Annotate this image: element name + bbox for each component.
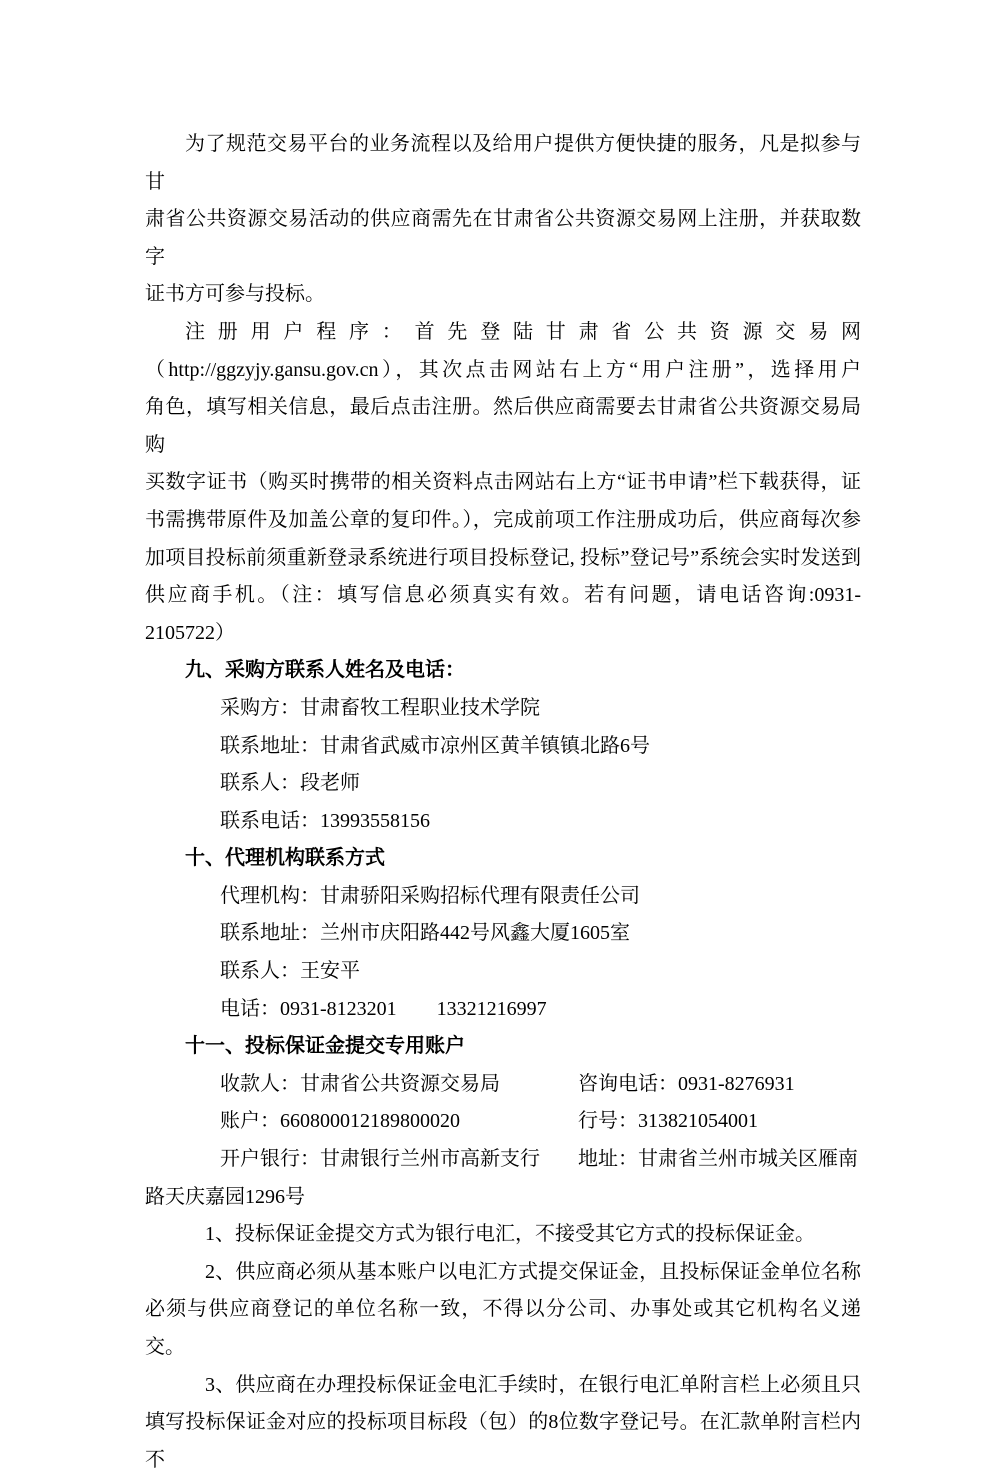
contact-row-agency-name: 代理机构：甘肃骄阳采购招标代理有限责任公司 bbox=[220, 884, 640, 907]
paragraph-line: 供应商手机。（注：填写信息必须真实有效。若有问题，请电话咨询:0931-2105722） bbox=[145, 584, 861, 644]
deposit-item-line: 3、供应商在办理投标保证金电汇手续时，在银行电汇单附言栏上必须且只 bbox=[205, 1373, 861, 1396]
contact-row-agency-person: 联系人：王安平 bbox=[220, 960, 360, 983]
deposit-row-bank bbox=[145, 1141, 861, 1179]
paragraph-line: 买数字证书（购买时携带的相关资料点击网站右上方“证书申请”栏下载获得，证 bbox=[145, 471, 861, 494]
paragraph-line: 角色，填写相关信息，最后点击注册。然后供应商需要去甘肃省公共资源交易局购 bbox=[145, 396, 861, 456]
deposit-item-line: 2、供应商必须从基本账户以电汇方式提交保证金，且投标保证金单位名称 bbox=[205, 1260, 861, 1283]
section-purchaser-contact bbox=[145, 652, 861, 840]
contact-row-purchaser-name: 采购方：甘肃畜牧工程职业技术学院 bbox=[220, 696, 540, 719]
deposit-item-line: 必须与供应商登记的单位名称一致，不得以分公司、办事处或其它机构名义递交。 bbox=[145, 1298, 861, 1358]
deposit-inquiry-phone: 咨询电话：0931-8276931 bbox=[578, 1072, 795, 1095]
paragraph-line: 书需携带原件及加盖公章的复印件。），完成前项工作注册成功后，供应商每次参 bbox=[145, 508, 861, 531]
deposit-address-continuation: 路天庆嘉园1296号 bbox=[145, 1185, 305, 1208]
deposit-item-line: 填写投标保证金对应的投标项目标段（包）的8位数字登记号。在汇款单附言栏内不 bbox=[145, 1411, 861, 1471]
deposit-row-payee bbox=[145, 1066, 861, 1104]
deposit-account-number: 账户：660800012189800020 bbox=[220, 1110, 460, 1133]
contact-row-agency-address: 联系地址：兰州市庆阳路442号风鑫大厦1605室 bbox=[220, 922, 630, 945]
contact-row-purchaser-person: 联系人：段老师 bbox=[220, 772, 360, 795]
section-agency-contact bbox=[145, 840, 861, 1028]
deposit-item-1 bbox=[145, 1216, 861, 1254]
deposit-item-2 bbox=[145, 1254, 861, 1367]
deposit-row-account bbox=[145, 1103, 861, 1141]
paragraph-platform-intro bbox=[145, 126, 861, 314]
paragraph-line: （http://ggzyjy.gansu.gov.cn），其次点击网站右上方“用户注册”，选择用户 bbox=[145, 358, 861, 381]
deposit-item-line: 1、投标保证金提交方式为银行电汇，不接受其它方式的投标保证金。 bbox=[205, 1223, 815, 1246]
paragraph-line: 肃省公共资源交易活动的供应商需先在甘肃省公共资源交易网上注册，并获取数字 bbox=[145, 208, 861, 268]
deposit-payee: 收款人：甘肃省公共资源交易局 bbox=[220, 1072, 500, 1095]
paragraph-line: 加项目投标前须重新登录系统进行项目投标登记, 投标”登记号”系统会实时发送到 bbox=[145, 546, 861, 569]
deposit-item-3 bbox=[145, 1367, 861, 1479]
document-body bbox=[145, 126, 861, 1479]
deposit-bank-name: 开户银行：甘肃银行兰州市高新支行 bbox=[220, 1148, 540, 1171]
contact-row-purchaser-phone: 联系电话：13993558156 bbox=[220, 809, 430, 832]
section-deposit-account bbox=[145, 1028, 861, 1479]
deposit-bank-number: 行号：313821054001 bbox=[578, 1110, 758, 1133]
section-heading-purchaser: 九、采购方联系人姓名及电话： bbox=[185, 659, 465, 682]
paragraph-line: 注册用户程序：首先登陆甘肃省公共资源交易网 bbox=[185, 320, 861, 343]
paragraph-line: 为了规范交易平台的业务流程以及给用户提供方便快捷的服务，凡是拟参与甘 bbox=[145, 133, 861, 193]
paragraph-line: 证书方可参与投标。 bbox=[145, 283, 325, 306]
paragraph-registration-procedure bbox=[145, 314, 861, 652]
section-heading-deposit: 十一、投标保证金提交专用账户 bbox=[185, 1035, 465, 1058]
contact-row-purchaser-address: 联系地址：甘肃省武威市凉州区黄羊镇镇北路6号 bbox=[220, 734, 650, 757]
deposit-bank-address: 地址：甘肃省兰州市城关区雁南 bbox=[578, 1148, 858, 1171]
contact-row-agency-phone: 电话：0931-8123201 13321216997 bbox=[220, 997, 547, 1020]
section-heading-agency: 十、代理机构联系方式 bbox=[185, 847, 385, 870]
